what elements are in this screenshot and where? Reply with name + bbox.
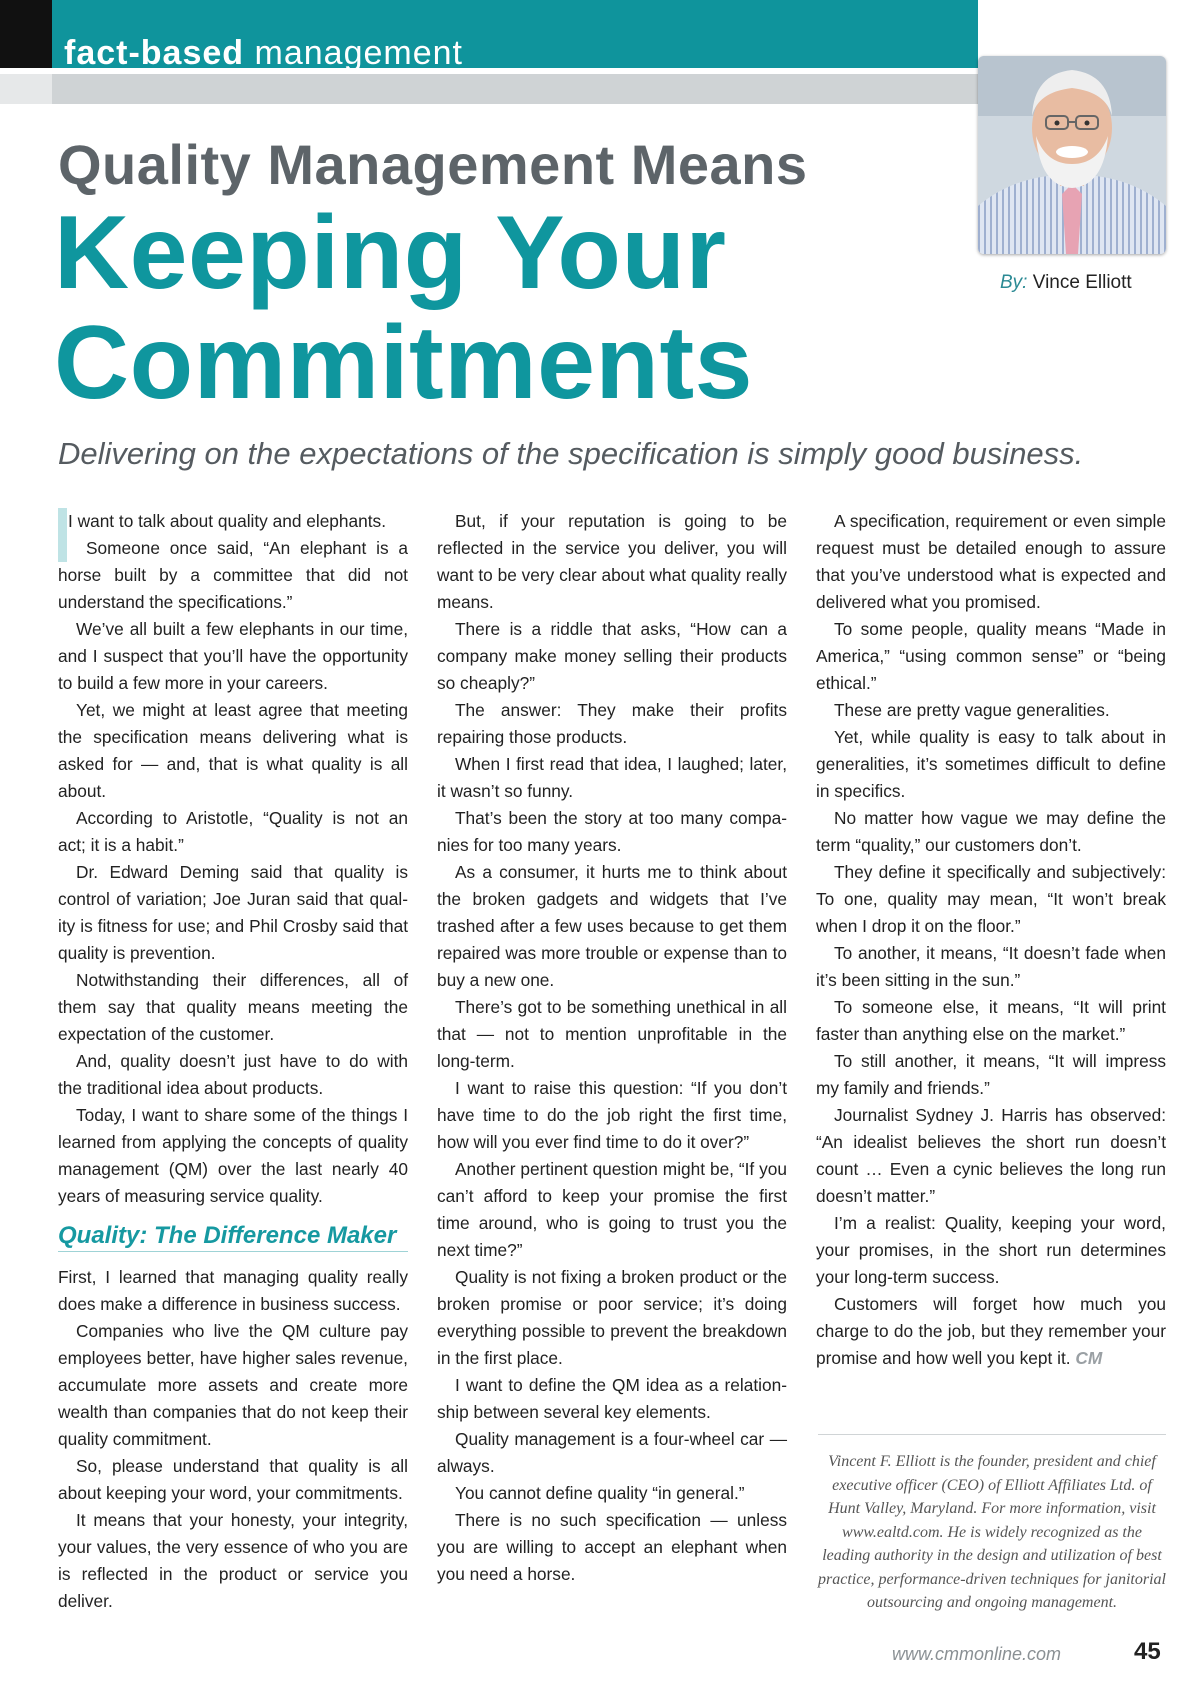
dropcap-bar <box>58 508 67 562</box>
page-number: 45 <box>1134 1638 1161 1665</box>
paragraph: Someone once said, “An elephant is a horse built by a committee that did not understand the specifications.” <box>58 538 408 612</box>
byline-label: By: <box>1000 272 1028 293</box>
paragraph: When I first read that idea, I laughed; later, it wasn’t so funny. <box>437 754 787 801</box>
column-2 <box>437 508 787 1588</box>
section-label-light: management <box>254 34 463 72</box>
paragraph: These are pretty vague generalities. <box>834 700 1110 720</box>
footer-url: www.cmmonline.com <box>892 1644 1062 1664</box>
bio-divider <box>818 1434 1166 1435</box>
paragraph: We’ve all built a few elephants in our time, and I suspect that you’ll have the opportunity to build a few more in your careers. <box>58 619 408 693</box>
paragraph: You cannot define quality “in general.” <box>455 1483 745 1503</box>
paragraph: I’m a realist: Quality, keeping your word, your promises, in the short run determines your long-term success. <box>816 1213 1166 1287</box>
paragraph: To some people, quality means “Made in America,” “using common sense” or “being ethical.” <box>816 619 1166 693</box>
headline <box>54 195 753 421</box>
paragraph: I want to define the QM idea as a relationship between several key elements. <box>437 1375 787 1422</box>
paragraph: Companies who live the QM culture pay employees better, have higher sales revenue, accumulate more assets and create more wealth than companies that do not keep their quality commitment. <box>58 1321 408 1449</box>
author-photo <box>978 56 1166 254</box>
paragraph: The answer: They make their profits repairing those products. <box>437 700 787 747</box>
author-bio: Vincent F. Elliott is the founder, president and chief executive officer (CEO) of Elliott Affiliates Ltd. of Hunt Valley, Maryland. For more information, visit www.ealtd.com. He is widely recognized as the leading authority in the design and utilization of best practice, performance-driven techniques for janitorial outsourcing and ongoing management. <box>818 1453 1166 1611</box>
banner-subbar <box>52 74 978 104</box>
paragraph: And, quality doesn’t just have to do with the traditional idea about products. <box>58 1051 408 1098</box>
end-mark: CM <box>1075 1348 1103 1368</box>
banner-corner-block <box>0 0 52 68</box>
column-3 <box>816 508 1166 1372</box>
author-portrait-image <box>978 56 1166 254</box>
paragraph: Notwithstanding their differences, all of them say that quality means meeting the expectation of the customer. <box>58 970 408 1044</box>
paragraph: So, please understand that quality is all about keeping your word, your commitments. <box>58 1456 408 1503</box>
headline-line-2: Commitments <box>54 305 753 421</box>
paragraph: Yet, while quality is easy to talk about in generalities, it’s sometimes difficult to define in specifics. <box>816 727 1166 801</box>
title-kicker: Quality Management Means <box>58 133 808 196</box>
paragraph: It means that your honesty, your integrity, your values, the very essence of who you are is reflected in the product or service you deliver. <box>58 1510 408 1611</box>
byline <box>1000 272 1132 294</box>
paragraph-text: I want to talk about quality and elephants. <box>68 511 386 531</box>
paragraph: First, I learned that managing quality really does make a difference in business success. <box>58 1267 408 1314</box>
paragraph-text: Customers will forget how much you charge to do the job, but they remember your promise and how well you kept it. <box>816 1294 1166 1368</box>
section-label <box>64 36 463 70</box>
paragraph: That’s been the story at too many companies for too many years. <box>437 808 787 855</box>
paragraph: To someone else, it means, “It will print faster than anything else on the market.” <box>816 997 1166 1044</box>
paragraph: Journalist Sydney J. Harris has observed: “An idealist believes the short run doesn’t count … Even a cynic believes the long run doesn’t matter.” <box>816 1105 1166 1206</box>
banner-subbar-left <box>0 74 52 104</box>
paragraph: Today, I want to share some of the things I learned from applying the concepts of quality management (QM) over the last nearly 40 years of measuring service quality. <box>58 1105 408 1206</box>
paragraph: As a consumer, it hurts me to think about the broken gadgets and widgets that I’ve trashed after a few uses because to get them repaired was more trouble or expense than to buy a new one. <box>437 862 787 990</box>
paragraph: But, if your reputation is going to be reflected in the service you deliver, you will want to be very clear about what quality really means. <box>437 511 787 612</box>
paragraph: There is a riddle that asks, “How can a company make money selling their products so cheaply?” <box>437 619 787 693</box>
paragraph: Another pertinent question might be, “If you can’t afford to keep your promise the first time around, who is going to trust you the next time?” <box>437 1159 787 1260</box>
paragraph: There’s got to be something unethical in all that — not to mention unprofitable in the long-term. <box>437 997 787 1071</box>
paragraph <box>58 508 408 535</box>
deck-subtitle: Delivering on the expectations of the specification is simply good business. <box>58 436 1084 471</box>
paragraph: Yet, we might at least agree that meeting the specification means delivering what is asked for — and, that is what quality is all about. <box>58 700 408 801</box>
paragraph: To still another, it means, “It will impress my family and friends.” <box>816 1051 1166 1098</box>
paragraph: Dr. Edward Deming said that quality is control of variation; Joe Juran said that quality is fitness for use; and Phil Crosby said that quality is prevention. <box>58 862 408 963</box>
paragraph: Quality is not fixing a broken product or the broken promise or poor service; it’s doing everything possible to prevent the breakdown in the first place. <box>437 1267 787 1368</box>
paragraph: Quality management is a four-wheel car — always. <box>437 1429 787 1476</box>
subheading: Quality: The Difference Maker <box>58 1222 408 1252</box>
paragraph: No matter how vague we may define the term “quality,” our customers don’t. <box>816 808 1166 855</box>
paragraph: I want to raise this question: “If you don’t have time to do the job right the first time, how will you ever find time to do it over?” <box>437 1078 787 1152</box>
byline-author: Vince Elliott <box>1032 272 1132 293</box>
paragraph: A specification, requirement or even simple request must be detailed enough to assure that you’ve understood what is expected and delivered what you promised. <box>816 511 1166 612</box>
column-1 <box>58 508 408 1615</box>
paragraph: According to Aristotle, “Quality is not an act; it is a habit.” <box>58 808 408 855</box>
headline-line-1: Keeping Your <box>54 195 727 311</box>
section-label-bold: fact-based <box>64 34 245 72</box>
paragraph <box>816 1291 1166 1372</box>
paragraph: There is no such specification — unless you are willing to accept an elephant when you need a horse. <box>437 1510 787 1584</box>
paragraph: They define it specifically and subjectively: To one, quality may mean, “It won’t break when I drop it on the floor.” <box>816 862 1166 936</box>
paragraph: To another, it means, “It doesn’t fade when it’s been sitting in the sun.” <box>816 943 1166 990</box>
